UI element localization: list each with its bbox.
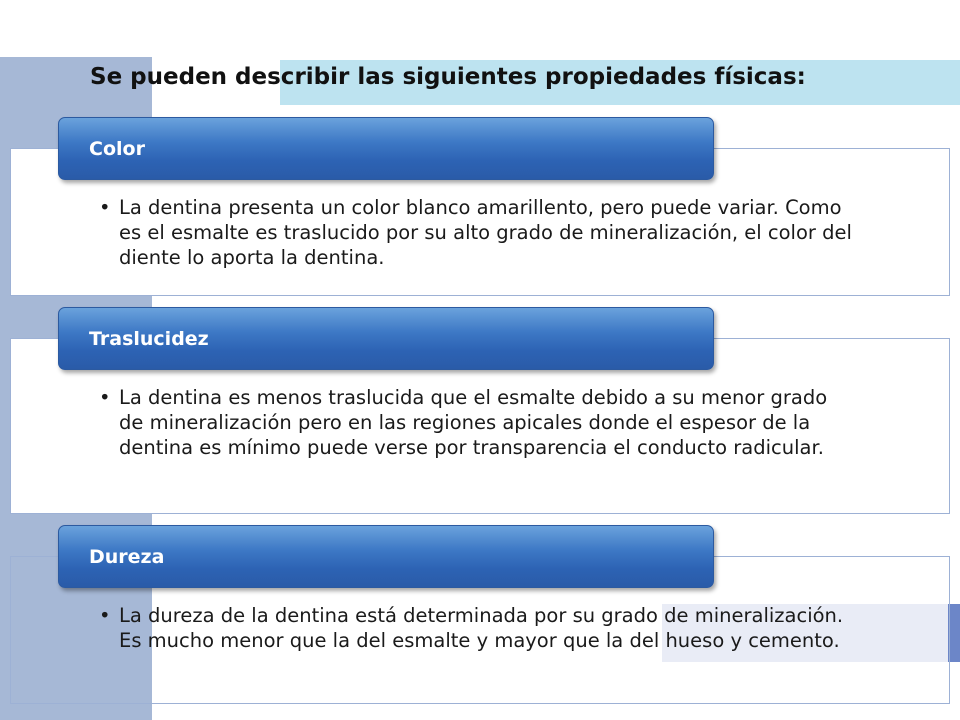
bullet: • (99, 196, 111, 219)
section-traslucidez-body: La dentina es menos traslucida que el esmalte debido a su menor grado de mineralización pero en las regiones apicales donde el espesor de la dentina es mínimo puede verse por transparencia el conducto radicular. (119, 386, 828, 459)
section-dureza-text (99, 603, 857, 653)
section-dureza-body: La dureza de la dentina está determinada por su grado de mineralización. Es mucho menor que la del esmalte y mayor que la del hueso y cemento. (119, 604, 844, 652)
section-traslucidez-heading: Traslucidez (89, 328, 209, 350)
section-dureza-heading: Dureza (89, 546, 165, 568)
section-color-header (58, 117, 714, 180)
bullet: • (99, 386, 111, 409)
slide-title: Se pueden describir las siguientes propiedades físicas: (90, 64, 806, 90)
section-color-heading: Color (89, 138, 145, 160)
section-color-text (99, 195, 857, 270)
section-traslucidez-header (58, 307, 714, 370)
section-dureza-header (58, 525, 714, 588)
section-color-body: La dentina presenta un color blanco amarillento, pero puede variar. Como es el esmalte es traslucido por su alto grado de mineralización, el color del diente lo aporta la dentina. (119, 196, 852, 269)
bullet: • (99, 604, 111, 627)
section-traslucidez-text (99, 385, 857, 460)
